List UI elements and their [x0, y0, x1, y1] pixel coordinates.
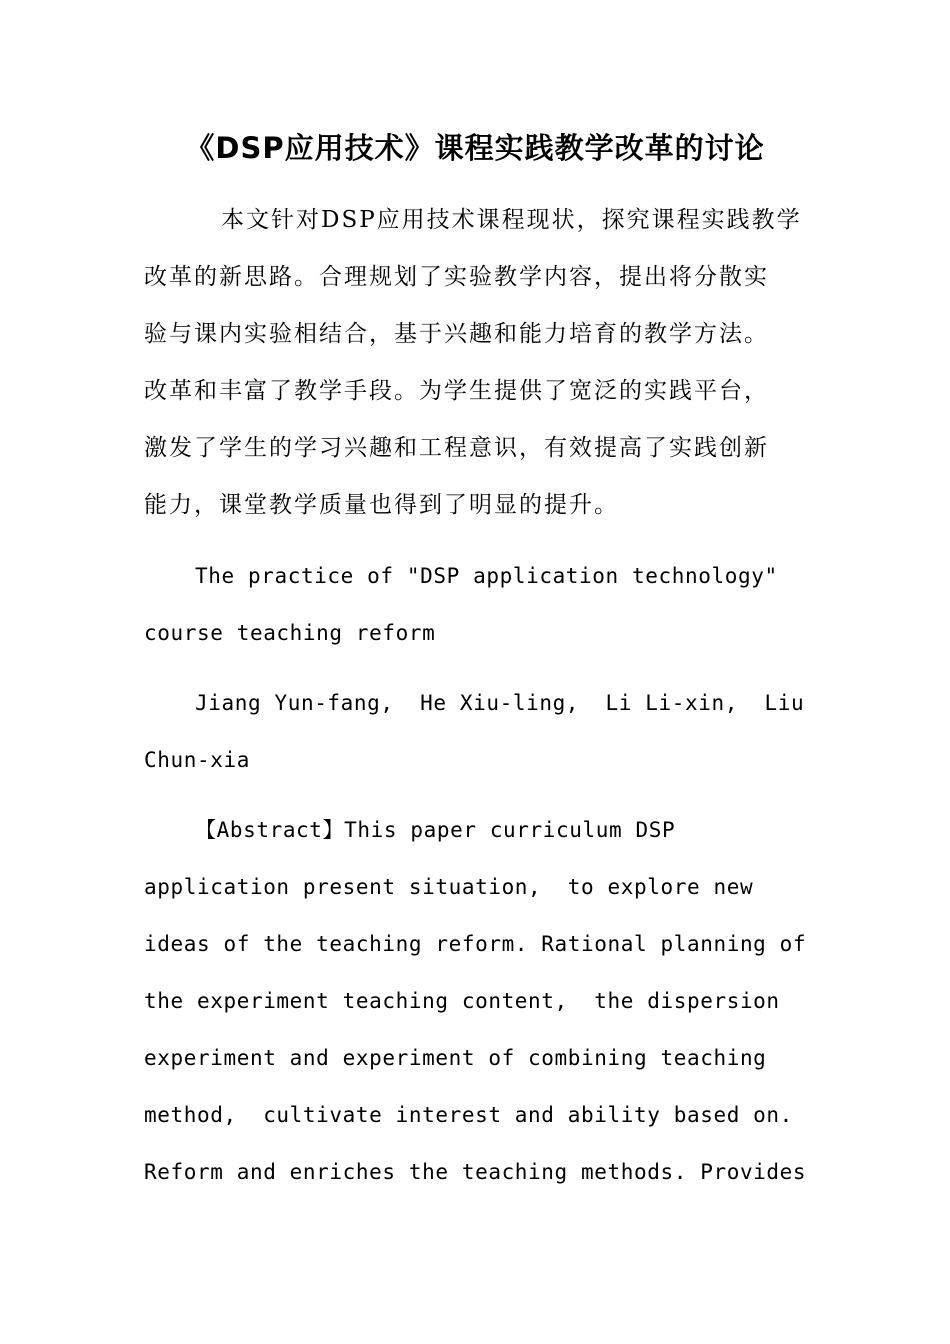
en-abstract-line: ideas of the teaching reform. Rational planning of	[144, 932, 807, 956]
en-abstract-line: Reform and enriches the teaching methods. Provides	[144, 1160, 807, 1184]
authors-line: Jiang Yun-fang, He Xiu-ling, Li Li-xin, Liu	[195, 691, 805, 715]
english-title-line: The practice of "DSP application technology"	[195, 564, 778, 588]
cn-abstract-line: 改革的新思路。合理规划了实验教学内容，提出将分散实	[144, 264, 769, 290]
en-abstract-line: 【Abstract】This paper curriculum DSP	[195, 818, 676, 842]
cn-abstract-line: 激发了学生的学习兴趣和工程意识，有效提高了实践创新	[144, 435, 769, 461]
en-abstract-line: experiment and experiment of combining teaching	[144, 1046, 767, 1070]
en-abstract-line: method, cultivate interest and ability based on.	[144, 1103, 793, 1127]
en-abstract-line: the experiment teaching content, the dispersion	[144, 989, 780, 1013]
en-abstract-line: application present situation, to explore new	[144, 875, 754, 899]
english-title-line: course teaching reform	[144, 621, 436, 645]
cn-abstract-line: 能力，课堂教学质量也得到了明显的提升。	[144, 492, 619, 518]
authors-line: Chun-xia	[144, 748, 250, 772]
cn-abstract-line: 本文针对DSP应用技术课程现状，探究课程实践教学	[221, 207, 802, 233]
cn-abstract-line: 改革和丰富了教学手段。为学生提供了宽泛的实践平台，	[144, 378, 769, 404]
document-title: 《DSP应用技术》课程实践教学改革的讨论	[185, 131, 765, 165]
cn-abstract-line: 验与课内实验相结合，基于兴趣和能力培育的教学方法。	[144, 321, 769, 347]
